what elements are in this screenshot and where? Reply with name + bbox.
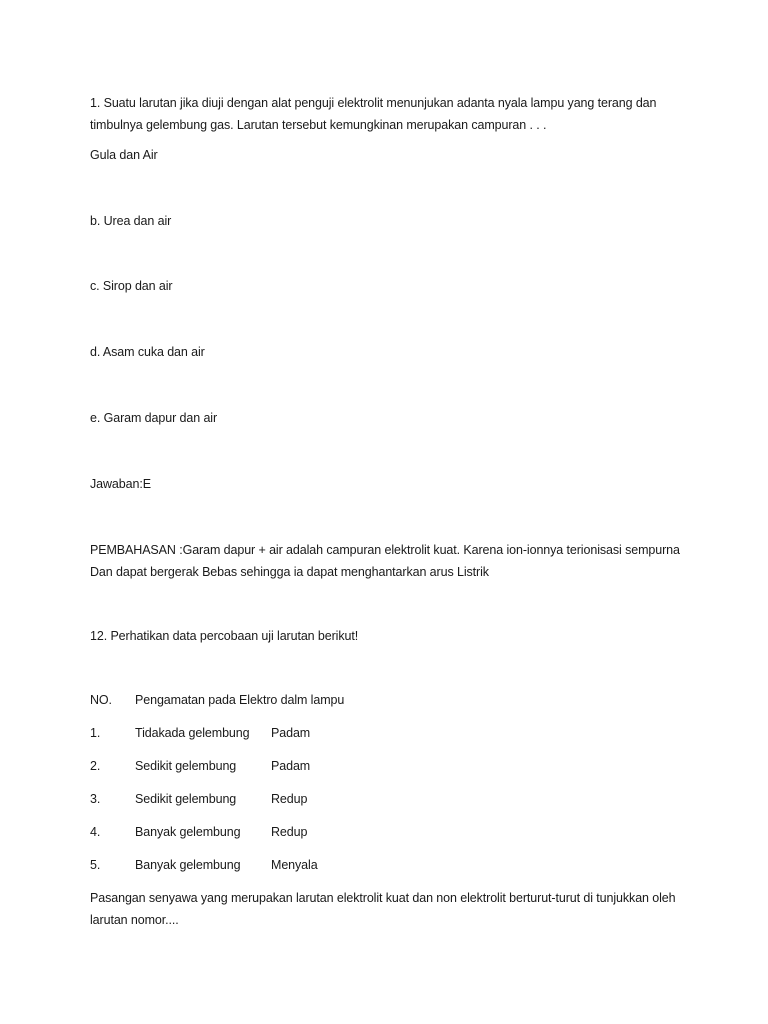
explanation-text: PEMBAHASAN :Garam dapur + air adalah campuran elektrolit kuat. Karena ion-ionnya terionisasi sempurna Dan dapat bergerak Bebas sehingga ia dapat menghantarkan arus Listrik (90, 543, 680, 579)
question-1-text: 1. Suatu larutan jika diuji dengan alat penguji elektrolit menunjukan adanta nyala lampu yang terang dan timbulnya gelembung gas. Larutan tersebut kemungkinan merupakan campuran . . . (90, 96, 657, 132)
option-b: b. Urea dan air (90, 214, 172, 228)
table-cell-lamp: Redup (271, 825, 308, 839)
question-12-text: 12. Perhatikan data percobaan uji larutan berikut! (90, 629, 359, 643)
table-cell-no: 1. (90, 726, 101, 740)
table-cell-observation: Tidakada gelembung (135, 726, 250, 740)
table-header-observation: Pengamatan pada Elektro dalm lampu (135, 693, 345, 707)
question-12-prompt: Pasangan senyawa yang merupakan larutan elektrolit kuat dan non elektrolit berturut-turut di tunjukkan oleh larutan nomor.... (90, 891, 676, 927)
option-d: d. Asam cuka dan air (90, 345, 205, 359)
table-cell-observation: Banyak gelembung (135, 858, 241, 872)
table-cell-no: 4. (90, 825, 101, 839)
table-cell-lamp: Padam (271, 759, 311, 773)
table-cell-lamp: Padam (271, 726, 311, 740)
table-cell-observation: Sedikit gelembung (135, 759, 237, 773)
table-cell-no: 5. (90, 858, 101, 872)
table-cell-no: 2. (90, 759, 101, 773)
answer-text: Jawaban:E (90, 477, 151, 491)
option-a: Gula dan Air (90, 148, 158, 162)
table-header-no: NO. (90, 693, 112, 707)
table-cell-observation: Sedikit gelembung (135, 792, 237, 806)
option-e: e. Garam dapur dan air (90, 411, 218, 425)
table-cell-lamp: Redup (271, 792, 308, 806)
option-c: c. Sirop dan air (90, 279, 173, 293)
table-cell-lamp: Menyala (271, 858, 318, 872)
table-cell-observation: Banyak gelembung (135, 825, 241, 839)
table-cell-no: 3. (90, 792, 101, 806)
